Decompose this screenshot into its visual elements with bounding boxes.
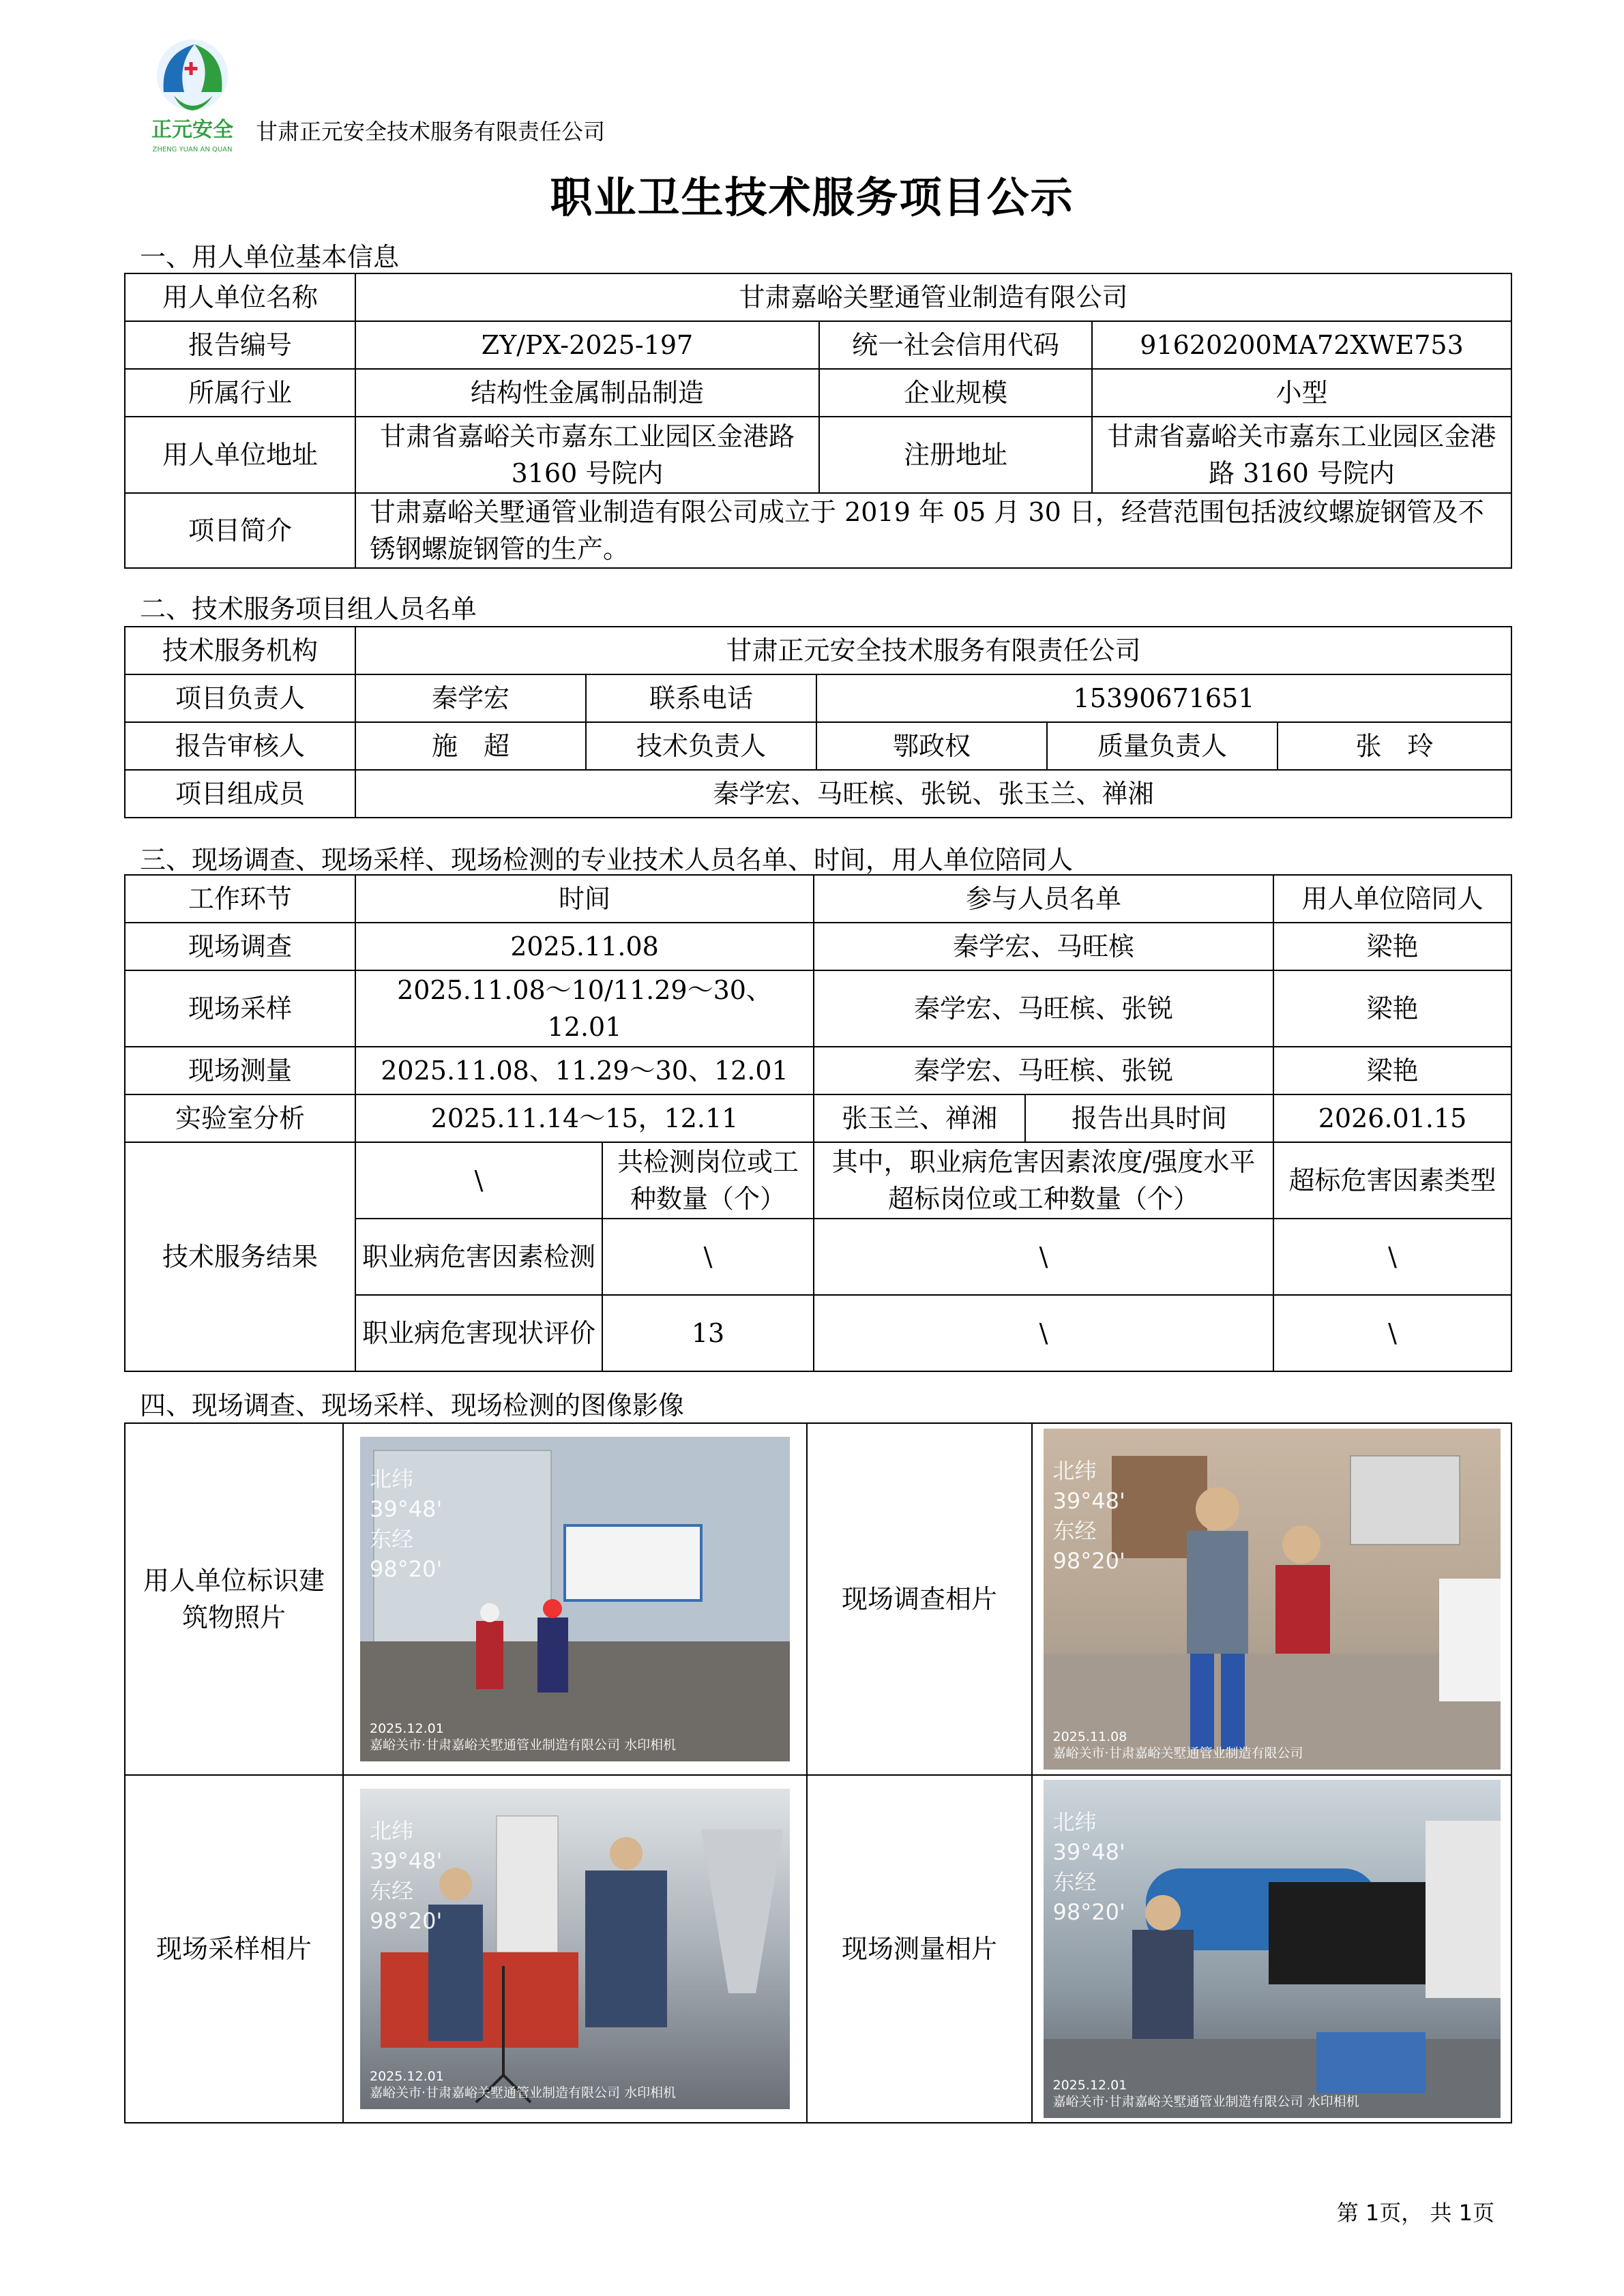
gps-stamp: 北纬 39°48' 东经 98°20' (370, 1466, 443, 1582)
svg-text:✚: ✚ (183, 59, 198, 80)
unit-name: 甘肃嘉峪关墅通管业制造有限公司 (355, 273, 1511, 321)
result-item: 职业病危害现状评价 (355, 1295, 602, 1371)
label-members: 项目组成员 (125, 770, 355, 818)
sampling-photo (360, 1789, 790, 2109)
label-org: 技术服务机构 (125, 627, 355, 674)
photo-cell (343, 1423, 807, 1775)
label-reg-address: 注册地址 (819, 417, 1092, 493)
lab-time: 2025.11.14～15，12.11 (355, 1094, 814, 1142)
svg-text:正元安全: 正元安全 (151, 118, 233, 142)
section-1-title: 一、用人单位基本信息 (140, 242, 400, 272)
result-type: \ (1273, 1295, 1511, 1371)
gps-stamp: 北纬 39°48' 东经 98°20' (1052, 1458, 1125, 1574)
measure-photo (1044, 1780, 1501, 2118)
photo-table (124, 1422, 1512, 2123)
label-building-photo: 用人单位标识建筑物照片 (125, 1423, 343, 1775)
section-3-title: 三、现场调查、现场采样、现场检测的专业技术人员名单、时间，用人单位陪同人 (140, 845, 1074, 875)
quality-lead: 张 玲 (1278, 722, 1511, 770)
label-measure-photo: 现场测量相片 (807, 1775, 1032, 2123)
credit-code: 91620200MA72XWE753 (1092, 321, 1511, 369)
staff: 秦学宏、马旺槟、张锐 (814, 1047, 1273, 1094)
photo-caption: 2025.12.01 嘉峪关市·甘肃嘉峪关墅通管业制造有限公司 水印相机 (370, 1721, 677, 1753)
label-unit-name: 用人单位名称 (125, 273, 355, 321)
svg-text:ZHENG YUAN AN QUAN: ZHENG YUAN AN QUAN (152, 146, 233, 153)
report-no: ZY/PX-2025-197 (355, 321, 819, 369)
tech-lead: 鄂政权 (816, 722, 1047, 770)
label-phone: 联系电话 (586, 674, 816, 722)
photo-cell (1032, 1423, 1511, 1775)
result-count: 13 (602, 1295, 814, 1371)
project-leader: 秦学宏 (355, 674, 586, 722)
gps-stamp: 北纬 39°48' 东经 98°20' (1052, 1809, 1125, 1925)
label-sampling-photo: 现场采样相片 (125, 1775, 343, 2123)
result-header-count: 共检测岗位或工种数量（个） (602, 1142, 814, 1219)
result-exceed: \ (814, 1295, 1273, 1371)
industry: 结构性金属制品制造 (355, 369, 819, 417)
result-item: 职业病危害因素检测 (355, 1219, 602, 1295)
stage: 现场测量 (125, 1047, 355, 1094)
lab-staff: 张玉兰、禅湘 (814, 1094, 1025, 1142)
section-4-title: 四、现场调查、现场采样、现场检测的图像影像 (140, 1390, 685, 1420)
photo-cell (1032, 1775, 1511, 2123)
col-time: 时间 (355, 875, 814, 923)
time: 2025.11.08 (355, 923, 814, 970)
escort: 梁艳 (1273, 923, 1511, 970)
result-type: \ (1273, 1219, 1511, 1295)
team-members: 秦学宏、马旺槟、张锐、张玉兰、禅湘 (355, 770, 1511, 818)
result-header-exceed: 其中，职业病危害因素浓度/强度水平超标岗位或工种数量（个） (814, 1142, 1273, 1219)
col-stage: 工作环节 (125, 875, 355, 923)
field-work-table (124, 874, 1512, 1372)
label-credit-code: 统一社会信用代码 (819, 321, 1092, 369)
letterhead (136, 27, 955, 164)
time: 2025.11.08、11.29～30、12.01 (355, 1047, 814, 1094)
label-report-date: 报告出具时间 (1025, 1094, 1273, 1142)
project-intro: 甘肃嘉峪关墅通管业制造有限公司成立于 2019 年 05 月 30 日，经营范围包括波纹螺旋钢管及不锈钢螺旋钢管的生产。 (355, 493, 1511, 568)
phone: 15390671651 (816, 674, 1511, 722)
address: 甘肃省嘉峪关市嘉东工业园区金港路 3160 号院内 (355, 417, 819, 493)
stage: 现场调查 (125, 923, 355, 970)
col-staff: 参与人员名单 (814, 875, 1273, 923)
result-exceed: \ (814, 1219, 1273, 1295)
survey-photo (1044, 1429, 1501, 1770)
service-org: 甘肃正元安全技术服务有限责任公司 (355, 627, 1511, 674)
label-quality: 质量负责人 (1047, 722, 1278, 770)
staff: 秦学宏、马旺槟、张锐 (814, 970, 1273, 1047)
gps-stamp: 北纬 39°48' 东经 98°20' (370, 1818, 443, 1934)
photo-cell (343, 1775, 807, 2123)
company-name: 甘肃正元安全技术服务有限责任公司 (256, 119, 606, 145)
scale: 小型 (1092, 369, 1511, 417)
label-intro: 项目简介 (125, 493, 355, 568)
building-photo (360, 1437, 790, 1761)
label-result: 技术服务结果 (125, 1142, 355, 1371)
stage: 现场采样 (125, 970, 355, 1047)
report-date: 2026.01.15 (1273, 1094, 1511, 1142)
lab-stage: 实验室分析 (125, 1094, 355, 1142)
photo-caption: 2025.12.01 嘉峪关市·甘肃嘉峪关墅通管业制造有限公司 水印相机 (1052, 2078, 1359, 2109)
result-header-type: 超标危害因素类型 (1273, 1142, 1511, 1219)
escort: 梁艳 (1273, 970, 1511, 1047)
label-leader: 项目负责人 (125, 674, 355, 722)
label-tech: 技术负责人 (586, 722, 816, 770)
staff: 秦学宏、马旺槟 (814, 923, 1273, 970)
label-industry: 所属行业 (125, 369, 355, 417)
label-report-no: 报告编号 (125, 321, 355, 369)
label-reviewer: 报告审核人 (125, 722, 355, 770)
label-scale: 企业规模 (819, 369, 1092, 417)
company-logo (136, 27, 249, 157)
page-number: 第 1页， 共 1页 (1336, 2200, 1494, 2226)
reviewer: 施 超 (355, 722, 586, 770)
reg-address: 甘肃省嘉峪关市嘉东工业园区金港路 3160 号院内 (1092, 417, 1511, 493)
label-survey-photo: 现场调查相片 (807, 1423, 1032, 1775)
col-escort: 用人单位陪同人 (1273, 875, 1511, 923)
section-2-title: 二、技术服务项目组人员名单 (140, 594, 477, 624)
time: 2025.11.08～10/11.29～30、12.01 (355, 970, 814, 1047)
result-header-blank: \ (355, 1142, 602, 1219)
photo-caption: 2025.11.08 嘉峪关市·甘肃嘉峪关墅通管业制造有限公司 (1052, 1729, 1303, 1761)
page-title: 职业卫生技术服务项目公示 (550, 173, 1074, 222)
label-address: 用人单位地址 (125, 417, 355, 493)
team-table (124, 626, 1512, 818)
unit-info-table (124, 273, 1512, 569)
photo-caption: 2025.12.01 嘉峪关市·甘肃嘉峪关墅通管业制造有限公司 水印相机 (370, 2069, 677, 2100)
result-count: \ (602, 1219, 814, 1295)
escort: 梁艳 (1273, 1047, 1511, 1094)
